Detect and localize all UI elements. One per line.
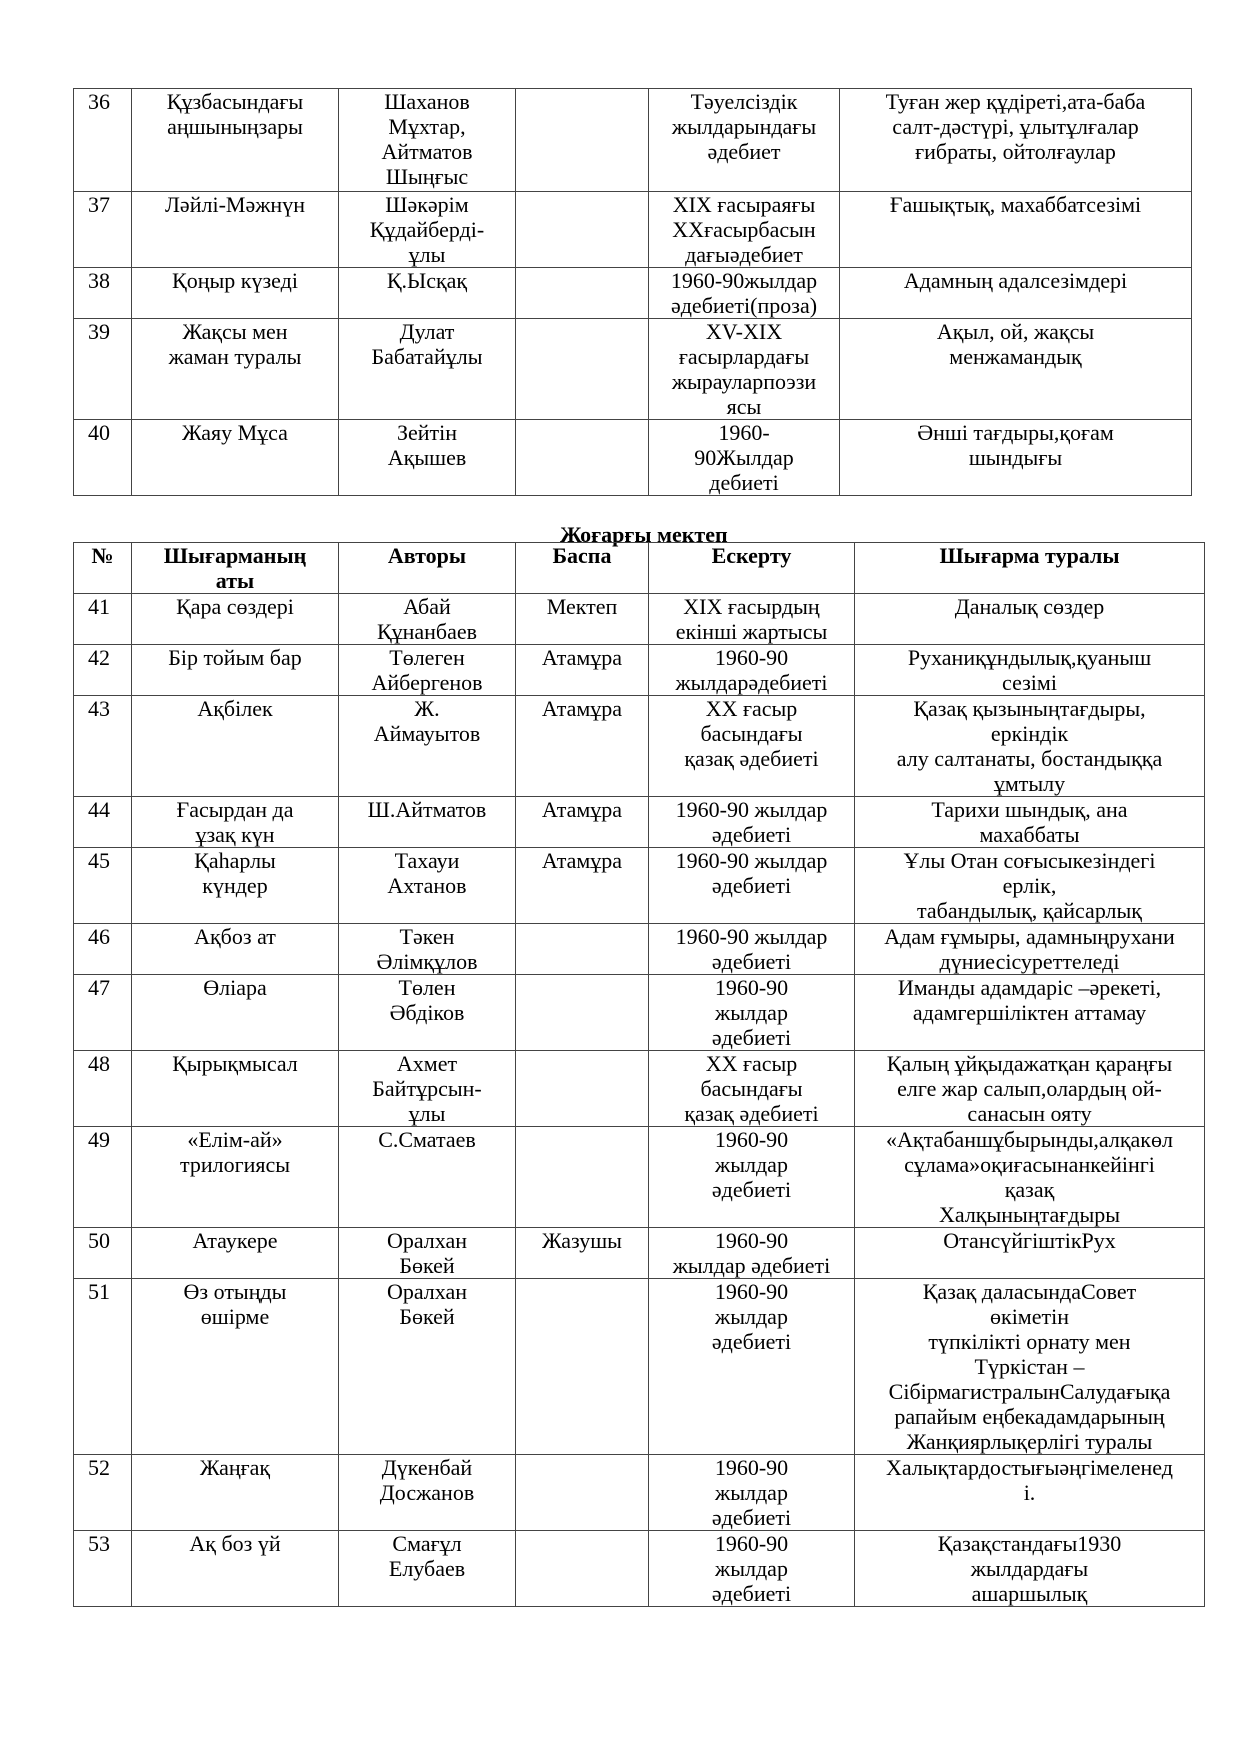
cell-note: ХІХ ғасырдың екінші жартысы [649, 594, 855, 645]
cell-number: 37 [74, 192, 132, 268]
cell-about: Тарихи шындық, ана махаббаты [855, 797, 1205, 848]
cell-author: Ш.Айтматов [339, 797, 516, 848]
cell-about: Қазақ қызыныңтағдыры, еркіндік алу салтанаты, бостандыққа ұмтылу [855, 696, 1205, 797]
table-row [74, 645, 1205, 696]
cell-author: Дүкенбай Досжанов [339, 1455, 516, 1531]
cell-publisher [516, 319, 649, 420]
cell-author: Ахмет Байтұрсын- ұлы [339, 1051, 516, 1127]
literature-table-high-school [73, 542, 1205, 1607]
cell-number: 49 [74, 1127, 132, 1228]
cell-title: Ақбоз ат [132, 924, 339, 975]
cell-publisher [516, 268, 649, 319]
cell-number: 53 [74, 1531, 132, 1607]
cell-number: 42 [74, 645, 132, 696]
cell-publisher: Мектеп [516, 594, 649, 645]
table-row [74, 89, 1192, 192]
cell-publisher [516, 1531, 649, 1607]
cell-publisher [516, 1051, 649, 1127]
cell-title: Бір тойым бар [132, 645, 339, 696]
cell-note: ХV-ХІХ ғасырлардағы жырауларпоэзи ясы [649, 319, 840, 420]
cell-publisher: Атамұра [516, 797, 649, 848]
table-row [74, 1127, 1205, 1228]
cell-number: 48 [74, 1051, 132, 1127]
table-top-body [74, 89, 1192, 496]
cell-author: Тәкен Әлімқұлов [339, 924, 516, 975]
table-row [74, 192, 1192, 268]
table-main-body [74, 594, 1205, 1607]
table-row [74, 797, 1205, 848]
cell-number: 40 [74, 420, 132, 496]
cell-title: Атаукере [132, 1228, 339, 1279]
cell-title: Ақ боз үй [132, 1531, 339, 1607]
table-row [74, 594, 1205, 645]
cell-author: Тахауи Ахтанов [339, 848, 516, 924]
cell-publisher [516, 924, 649, 975]
cell-publisher [516, 975, 649, 1051]
cell-title: Өз отыңды өшірме [132, 1279, 339, 1455]
cell-title: Қара сөздері [132, 594, 339, 645]
table-row [74, 1455, 1205, 1531]
cell-about: Туған жер құдіреті,ата-баба салт-дәстүрі, ұлытұлғалар ғибраты, ойтолғаулар [840, 89, 1192, 192]
cell-about: Қалың ұйқыдажатқан қараңғы елге жар салып,олардың ой- санасын ояту [855, 1051, 1205, 1127]
cell-number: 45 [74, 848, 132, 924]
cell-note: 1960-90жылдар әдебиеті(проза) [649, 268, 840, 319]
cell-title: Қырықмысал [132, 1051, 339, 1127]
cell-about: Иманды адамдаріс –әрекеті, адамгершіліктен аттамау [855, 975, 1205, 1051]
literature-table-continued [73, 88, 1192, 496]
cell-note: 1960-90 жылдар әдебиеті [649, 1279, 855, 1455]
cell-publisher: Жазушы [516, 1228, 649, 1279]
cell-author: Оралхан Бөкей [339, 1228, 516, 1279]
cell-author: Оралхан Бөкей [339, 1279, 516, 1455]
header-author: Авторы [339, 543, 516, 594]
cell-publisher [516, 420, 649, 496]
cell-publisher [516, 1455, 649, 1531]
cell-title: Өліара [132, 975, 339, 1051]
cell-number: 50 [74, 1228, 132, 1279]
cell-about: Қазақ даласындаСовет өкіметін түпкілікті орнату мен Түркістан – СібірмагистралынСалудағықа рапайым еңбекадамдарының Жанқиярлықерлігі туралы [855, 1279, 1205, 1455]
cell-about: Қазақстандағы1930 жылдардағы ашаршылық [855, 1531, 1205, 1607]
cell-title: «Елім-ай» трилогиясы [132, 1127, 339, 1228]
cell-author: Дулат Бабатайұлы [339, 319, 516, 420]
cell-about: Даналық сөздер [855, 594, 1205, 645]
cell-author: Смағұл Елубаев [339, 1531, 516, 1607]
table-row [74, 1279, 1205, 1455]
cell-note: 1960-90 жылдар әдебиеті [649, 975, 855, 1051]
cell-note: 1960-90 жылдарәдебиеті [649, 645, 855, 696]
cell-note: ХХ ғасыр басындағы қазақ әдебиеті [649, 1051, 855, 1127]
cell-note: 1960-90 жылдар әдебиеті [649, 848, 855, 924]
cell-author: Шәкәрім Құдайберді- ұлы [339, 192, 516, 268]
cell-note: 1960-90 жылдар әдебиеті [649, 1228, 855, 1279]
cell-number: 46 [74, 924, 132, 975]
cell-about: Ақыл, ой, жақсы менжамандық [840, 319, 1192, 420]
table-row [74, 1051, 1205, 1127]
cell-author: Ж. Аймауытов [339, 696, 516, 797]
header-number: № [74, 543, 132, 594]
cell-publisher [516, 192, 649, 268]
cell-note: 1960-90 жылдар әдебиеті [649, 1455, 855, 1531]
cell-note: 1960-90 жылдар әдебиеті [649, 797, 855, 848]
header-row [74, 543, 1205, 594]
cell-publisher [516, 89, 649, 192]
cell-note: ХІХ ғасыраяғы ХХғасырбасын дағыәдебиет [649, 192, 840, 268]
cell-publisher [516, 1279, 649, 1455]
cell-title: Жаңғақ [132, 1455, 339, 1531]
cell-note: 1960-90 жылдар әдебиеті [649, 924, 855, 975]
cell-about: Адамның адалсезімдері [840, 268, 1192, 319]
header-publisher: Баспа [516, 543, 649, 594]
cell-note: 1960-90 жылдар әдебиеті [649, 1127, 855, 1228]
cell-number: 52 [74, 1455, 132, 1531]
table-row [74, 924, 1205, 975]
header-about: Шығарма туралы [855, 543, 1205, 594]
cell-number: 39 [74, 319, 132, 420]
cell-number: 36 [74, 89, 132, 192]
cell-publisher: Атамұра [516, 848, 649, 924]
cell-title: Ләйлі-Мәжнүн [132, 192, 339, 268]
cell-note: ХХ ғасыр басындағы қазақ әдебиеті [649, 696, 855, 797]
table-row [74, 696, 1205, 797]
cell-about: Адам ғұмыры, адамныңрухани дүниесісуреттеледі [855, 924, 1205, 975]
cell-publisher: Атамұра [516, 696, 649, 797]
cell-number: 38 [74, 268, 132, 319]
cell-note: Тәуелсіздік жылдарындағы әдебиет [649, 89, 840, 192]
cell-number: 51 [74, 1279, 132, 1455]
table-row [74, 268, 1192, 319]
cell-about: ОтансүйгіштікРух [855, 1228, 1205, 1279]
cell-title: Қаһарлы күндер [132, 848, 339, 924]
cell-title: Жақсы мен жаман туралы [132, 319, 339, 420]
cell-publisher: Атамұра [516, 645, 649, 696]
cell-about: Әнші тағдыры,қоғам шындығы [840, 420, 1192, 496]
cell-about: Ұлы Отан соғысыкезіндегі ерлік, табандылық, қайсарлық [855, 848, 1205, 924]
section-title: Жоғарғы мектеп [560, 522, 728, 547]
table-row [74, 848, 1205, 924]
cell-author: С.Сматаев [339, 1127, 516, 1228]
cell-author: Қ.Ысқақ [339, 268, 516, 319]
cell-number: 43 [74, 696, 132, 797]
header-note: Ескерту [649, 543, 855, 594]
cell-note: 1960-90 жылдар әдебиеті [649, 1531, 855, 1607]
cell-author: Шаханов Мұхтар, Айтматов Шыңғыс [339, 89, 516, 192]
cell-publisher [516, 1127, 649, 1228]
cell-author: Зейтін Ақышев [339, 420, 516, 496]
table-row [74, 420, 1192, 496]
cell-title: Ғасырдан да ұзақ күн [132, 797, 339, 848]
table-row [74, 1531, 1205, 1607]
cell-title: Жаяу Мұса [132, 420, 339, 496]
table-row [74, 319, 1192, 420]
cell-number: 44 [74, 797, 132, 848]
cell-about: Ғашықтық, махаббатсезімі [840, 192, 1192, 268]
table-row [74, 975, 1205, 1051]
cell-note: 1960- 90Жылдар дебиеті [649, 420, 840, 496]
cell-title: Ақбілек [132, 696, 339, 797]
cell-about: «Ақтабаншұбырынды,алқакөл сұлама»оқиғасынанкейінгі қазақ Халқыныңтағдыры [855, 1127, 1205, 1228]
cell-about: Халықтардостығыәңгімеленед і. [855, 1455, 1205, 1531]
cell-author: Төлен Әбдіков [339, 975, 516, 1051]
cell-number: 47 [74, 975, 132, 1051]
cell-author: Абай Құнанбаев [339, 594, 516, 645]
cell-author: Төлеген Айбергенов [339, 645, 516, 696]
table-row [74, 1228, 1205, 1279]
cell-about: Руханиқұндылық,қуаныш сезімі [855, 645, 1205, 696]
cell-title: Құзбасындағы аңшыныңзары [132, 89, 339, 192]
table-header [74, 543, 1205, 594]
cell-title: Қоңыр күзеді [132, 268, 339, 319]
cell-number: 41 [74, 594, 132, 645]
header-title: Шығарманың аты [132, 543, 339, 594]
